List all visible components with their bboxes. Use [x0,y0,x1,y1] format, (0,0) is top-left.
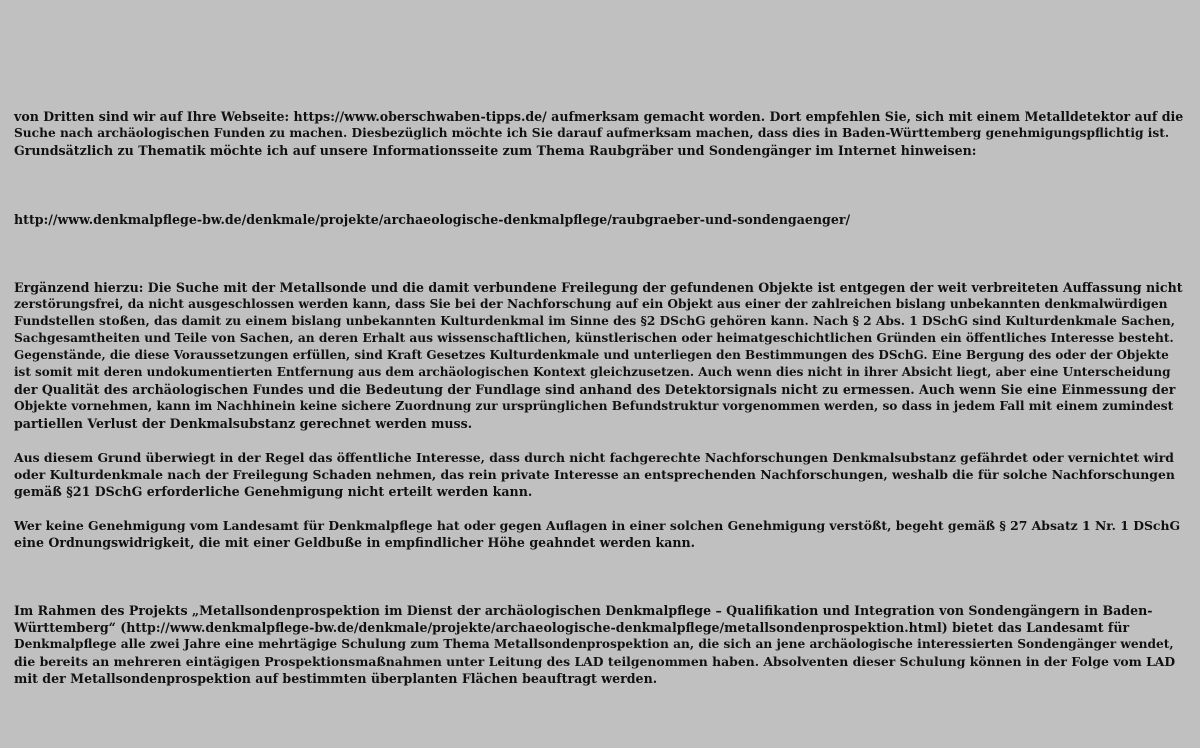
intro-paragraph [14,108,1186,159]
text-line: der Qualität des archäologischen Fundes und die Bedeutung der Fundlage sind anhand des Detektorsignals nicht zu ermessen. Auch wenn Sie eine Einmessung der [14,382,1176,397]
info-page-link [14,211,1186,228]
text-line: Gegenstände, die diese Voraussetzungen erfüllen, sind Kraft Gesetzes Kulturdenkmale und unterliegen den Bestimmungen des DSchG. Eine Bergung des oder der Objekte [14,348,1169,362]
text-line: Denkmalpflege alle zwei Jahre eine mehrtägige Schulung zum Thema Metallsondenprospektion an, die sich an jene archäologische interessierten Sondengänger wendet, [14,637,1174,651]
penalty-paragraph [14,517,1186,551]
text-line: Fundstellen stoßen, das damit zu einem bislang unbekannten Kulturdenkmal im Sinne des §2 DSchG gehören kann. Nach § 2 Abs. 1 DSchG sind Kulturdenkmale Sachen, [14,314,1175,328]
text-line: Württemberg“ (http://www.denkmalpflege-bw.de/denkmale/projekte/archaeologische-denkmalpflege/metallsondenprospektion.html) bietet das Landesamt für [14,620,1130,635]
project-paragraph [14,602,1186,687]
text-line: http://www.denkmalpflege-bw.de/denkmale/projekte/archaeologische-denkmalpflege/raubgraeber-und-sondengaenger/ [14,212,851,227]
text-line: Objekte vornehmen, kann im Nachhinein keine sichere Zuordnung zur ursprünglichen Befundstruktur vorgenommen werden, so dass in jedem Fall mit einem zumindest [14,399,1174,413]
text-line: von Dritten sind wir auf Ihre Webseite: https://www.oberschwaben-tipps.de/ aufmerksam gemacht worden. Dort empfehlen Sie, sich mit einem Metalldetektor auf die [14,109,1184,124]
text-line: Grundsätzlich zu Thematik möchte ich auf unsere Informationsseite zum Thema Raubgräber und Sondengänger im Internet hinweisen: [14,143,977,158]
text-line: Aus diesem Grund überwiegt in der Regel das öffentliche Interesse, dass durch nicht fachgerechte Nachforschungen Denkmalsubstanz gefährdet oder vernichtet wird [14,450,1174,465]
text-line: gemäß §21 DSchG erforderliche Genehmigung nicht erteilt werden kann. [14,484,533,499]
supplement-paragraph [14,279,1186,432]
text-line: eine Ordnungswidrigkeit, die mit einer Geldbuße in empfindlicher Höhe geahndet werden kann. [14,535,696,550]
text-line: Im Rahmen des Projekts „Metallsondenprospektion im Dienst der archäologischen Denkmalpflege – Qualifikation und Integration von Sondengängern in Baden- [14,603,1153,618]
public-interest-paragraph [14,449,1186,500]
text-line: oder Kulturdenkmale nach der Freilegung Schaden nehmen, das rein private Interesse an entsprechenden Nachforschungen, weshalb die für solche Nachforschungen [14,467,1175,482]
text-line: Wer keine Genehmigung vom Landesamt für Denkmalpflege hat oder gegen Auflagen in einer solchen Genehmigung verstößt, begeht gemäß § 27 Absatz 1 Nr. 1 DSchG [14,518,1181,533]
text-line: zerstörungsfrei, da nicht ausgeschlossen werden kann, dass Sie bei der Nachforschung auf ein Objekt aus einer der zahlreichen bislang unbekannten denkmalwürdigen [14,297,1168,311]
text-line: die bereits an mehreren eintägigen Prospektionsmaßnahmen unter Leitung des LAD teilgenommen haben. Absolventen dieser Schulung können in der Folge vom LAD [14,654,1176,669]
text-line: Ergänzend hierzu: Die Suche mit der Metallsonde und die damit verbundene Freilegung der gefundenen Objekte ist entgegen der weit verbreiteten Auffassung nicht [14,280,1183,295]
text-line: Suche nach archäologischen Funden zu machen. Diesbezüglich möchte ich Sie darauf aufmerksam machen, dass dies in Baden-Württemberg genehmigungspflichtig ist. [14,126,1170,140]
text-line: Sachgesamtheiten und Teile von Sachen, an deren Erhalt aus wissenschaftlichen, künstlerischen oder heimatgeschichtlichen Gründen ein öffentliches Interesse besteht. [14,331,1174,345]
text-line: partiellen Verlust der Denkmalsubstanz gerechnet werden muss. [14,416,473,431]
text-line: mit der Metallsondenprospektion auf bestimmten überplanten Flächen beauftragt werden. [14,671,658,686]
text-line: ist somit mit deren undokumentierten Entfernung aus dem archäologischen Kontext gleichzusetzen. Auch wenn dies nicht in ihrer Absicht liegt, aber eine Unterscheidung [14,365,1171,379]
